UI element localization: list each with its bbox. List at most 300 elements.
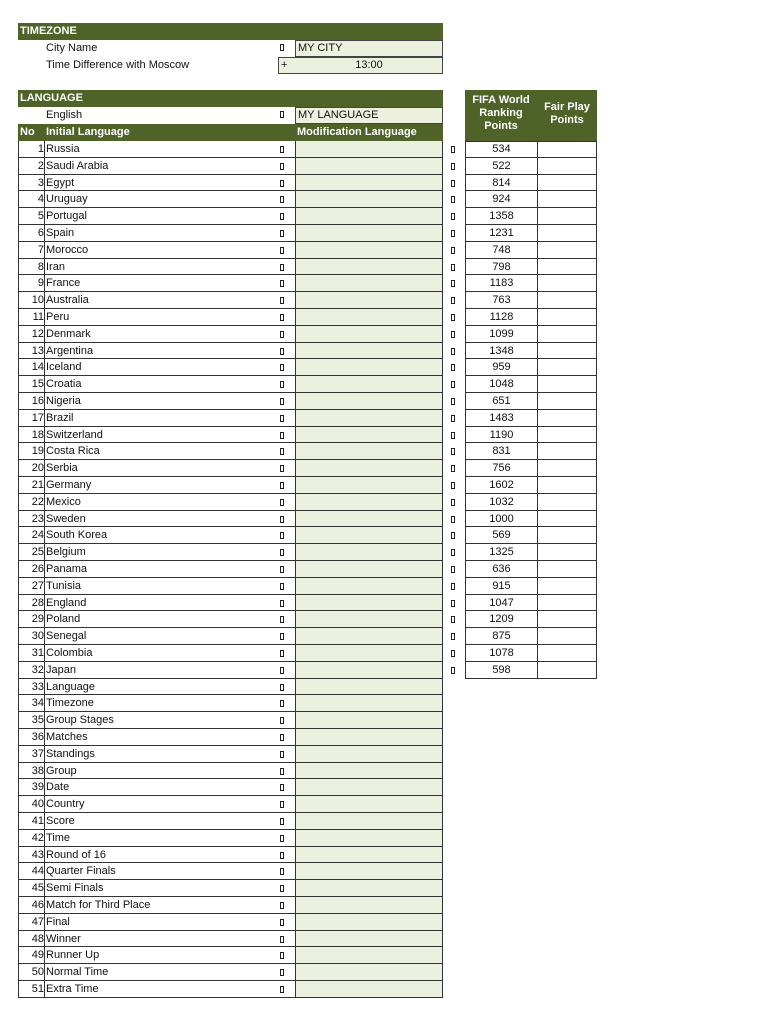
cell-marker-icon bbox=[280, 432, 284, 439]
cell-marker-icon bbox=[451, 633, 455, 640]
fair-play-points-cell[interactable] bbox=[538, 427, 596, 444]
modification-language-cell[interactable] bbox=[295, 880, 443, 897]
initial-language-cell: Russia bbox=[46, 143, 80, 155]
table-row bbox=[18, 779, 443, 796]
initial-language-cell: Serbia bbox=[46, 462, 78, 475]
cell-marker-icon bbox=[451, 381, 455, 388]
initial-language-cell: Costa Rica bbox=[46, 445, 100, 458]
modification-language-cell[interactable] bbox=[295, 662, 443, 679]
ranking-points-cell: 831 bbox=[492, 445, 511, 458]
cell-marker-icon bbox=[280, 969, 284, 976]
modification-language-cell[interactable] bbox=[295, 376, 443, 393]
ranking-points-cell: 569 bbox=[492, 529, 511, 542]
row-number: 51 bbox=[31, 983, 44, 995]
initial-language-cell: Panama bbox=[46, 563, 87, 575]
modification-language-cell[interactable] bbox=[295, 175, 443, 192]
fair-play-points-cell[interactable] bbox=[538, 175, 596, 192]
modification-language-cell[interactable] bbox=[295, 947, 443, 964]
table-row bbox=[18, 275, 443, 292]
cell-marker-icon bbox=[280, 902, 284, 909]
cell-marker-icon bbox=[280, 835, 284, 842]
time-difference-field[interactable] bbox=[278, 57, 443, 74]
modification-language-cell[interactable] bbox=[295, 259, 443, 276]
city-name-label: City Name bbox=[46, 42, 98, 54]
table-row bbox=[18, 712, 443, 729]
cell-marker-icon bbox=[280, 717, 284, 724]
ranking-points-cell: 1209 bbox=[489, 613, 514, 626]
fifa-row bbox=[465, 326, 597, 343]
table-row bbox=[18, 662, 443, 679]
column-divider bbox=[44, 141, 45, 998]
cell-marker-icon bbox=[280, 448, 284, 455]
fifa-row bbox=[465, 393, 597, 410]
fifa-row bbox=[465, 259, 597, 276]
initial-language-cell: Iran bbox=[46, 260, 65, 273]
modification-language-cell[interactable] bbox=[295, 964, 443, 981]
modification-language-cell[interactable] bbox=[295, 796, 443, 813]
modification-language-cell[interactable] bbox=[295, 981, 443, 998]
cell-marker-icon bbox=[280, 936, 284, 943]
row-number: 40 bbox=[31, 798, 44, 811]
cell-marker-icon bbox=[451, 583, 455, 590]
column-divider bbox=[295, 141, 296, 998]
initial-language-cell: Mexico bbox=[46, 495, 81, 508]
ranking-points-cell: 814 bbox=[492, 176, 511, 189]
row-number: 23 bbox=[31, 512, 44, 525]
fair-play-points-cell[interactable] bbox=[538, 410, 596, 427]
initial-language-cell: Date bbox=[46, 781, 70, 794]
row-number: 34 bbox=[31, 697, 44, 710]
fair-play-points-cell[interactable] bbox=[538, 494, 596, 511]
modification-language-cell[interactable] bbox=[295, 645, 443, 662]
row-number: 33 bbox=[31, 680, 44, 693]
fifa-row bbox=[465, 511, 597, 528]
row-number: 29 bbox=[31, 613, 44, 626]
initial-language-cell: Normal Time bbox=[46, 966, 109, 979]
table-row bbox=[18, 259, 443, 276]
row-number: 41 bbox=[31, 815, 44, 827]
fifa-row bbox=[465, 359, 597, 376]
initial-language-cell: Morocco bbox=[46, 243, 89, 256]
row-divider bbox=[465, 141, 597, 142]
fair-play-points-cell[interactable] bbox=[538, 578, 596, 595]
fifa-row bbox=[465, 477, 597, 494]
fair-play-points-cell[interactable] bbox=[538, 208, 596, 225]
row-number: 10 bbox=[31, 294, 44, 307]
cell-marker-icon bbox=[451, 549, 455, 556]
row-number: 22 bbox=[31, 495, 44, 508]
table-row bbox=[18, 578, 443, 595]
table-row bbox=[18, 208, 443, 225]
modification-language-cell[interactable] bbox=[295, 847, 443, 864]
table-row bbox=[18, 729, 443, 746]
modification-language-cell[interactable] bbox=[295, 813, 443, 830]
modification-language-cell[interactable] bbox=[295, 712, 443, 729]
fair-play-points-cell[interactable] bbox=[538, 158, 596, 175]
fair-play-points-cell[interactable] bbox=[538, 376, 596, 393]
row-number: 13 bbox=[31, 344, 44, 357]
cell-marker-icon bbox=[451, 163, 455, 170]
ranking-points-cell: 1099 bbox=[489, 327, 514, 340]
ranking-points-cell: 763 bbox=[492, 294, 511, 307]
cell-marker-icon bbox=[280, 146, 284, 153]
row-number: 14 bbox=[31, 361, 44, 374]
col-header-modification-language: Modification Language bbox=[297, 126, 417, 138]
modification-language-cell[interactable] bbox=[295, 779, 443, 796]
cell-marker-icon bbox=[451, 314, 455, 321]
cell-marker-icon bbox=[280, 768, 284, 775]
row-number: 50 bbox=[31, 966, 44, 979]
fifa-row bbox=[465, 225, 597, 242]
cell-marker-icon bbox=[451, 448, 455, 455]
modification-language-cell[interactable] bbox=[295, 595, 443, 612]
row-number: 3 bbox=[37, 176, 44, 189]
fair-play-points-cell[interactable] bbox=[538, 326, 596, 343]
initial-language-cell: Egypt bbox=[46, 176, 75, 189]
ranking-points-cell: 651 bbox=[492, 395, 511, 407]
modification-language-cell[interactable] bbox=[295, 746, 443, 763]
modification-language-cell[interactable] bbox=[295, 477, 443, 494]
modification-language-cell[interactable] bbox=[295, 561, 443, 578]
cell-marker-icon bbox=[280, 516, 284, 523]
fair-play-points-cell[interactable] bbox=[538, 343, 596, 360]
table-row bbox=[18, 628, 443, 645]
modification-language-cell[interactable] bbox=[295, 628, 443, 645]
modification-language-cell[interactable] bbox=[295, 679, 443, 696]
cell-marker-icon bbox=[280, 247, 284, 254]
column-divider bbox=[442, 141, 443, 998]
ranking-points-cell: 1183 bbox=[489, 277, 514, 290]
fair-play-points-cell[interactable] bbox=[538, 443, 596, 460]
fair-play-points-cell[interactable] bbox=[538, 628, 596, 645]
fair-play-points-cell[interactable] bbox=[538, 225, 596, 242]
fair-play-points-cell[interactable] bbox=[538, 477, 596, 494]
table-row bbox=[18, 914, 443, 931]
modification-language-cell[interactable] bbox=[295, 191, 443, 208]
modification-language-cell[interactable] bbox=[295, 326, 443, 343]
initial-language-cell: Colombia bbox=[46, 647, 93, 659]
table-row bbox=[18, 225, 443, 242]
language-table-header bbox=[18, 124, 443, 141]
cell-marker-icon bbox=[451, 364, 455, 371]
ranking-points-cell: 534 bbox=[492, 143, 511, 155]
current-language-field[interactable]: MY LANGUAGE bbox=[295, 107, 443, 124]
ranking-points-cell: 915 bbox=[492, 579, 511, 592]
cell-marker-icon bbox=[280, 751, 284, 758]
initial-language-cell: Winner bbox=[46, 932, 81, 945]
cell-marker-icon bbox=[451, 146, 455, 153]
time-difference-sign: + bbox=[281, 59, 288, 71]
cell-marker-icon bbox=[451, 482, 455, 489]
initial-language-cell: Croatia bbox=[46, 378, 82, 391]
modification-language-cell[interactable] bbox=[295, 695, 443, 712]
row-number: 38 bbox=[31, 764, 44, 777]
cell-marker-icon bbox=[280, 213, 284, 220]
row-number: 7 bbox=[37, 243, 44, 256]
initial-language-cell: Spain bbox=[46, 227, 75, 239]
fair-play-points-cell[interactable] bbox=[538, 662, 596, 679]
row-number: 49 bbox=[31, 949, 44, 962]
modification-language-cell[interactable] bbox=[295, 427, 443, 444]
ranking-points-cell: 1000 bbox=[489, 512, 514, 525]
cell-marker-icon bbox=[451, 616, 455, 623]
row-number: 28 bbox=[31, 596, 44, 609]
table-row bbox=[18, 863, 443, 880]
modification-language-cell[interactable] bbox=[295, 544, 443, 561]
modification-language-cell[interactable] bbox=[295, 242, 443, 259]
modification-language-cell[interactable] bbox=[295, 292, 443, 309]
table-row bbox=[18, 695, 443, 712]
ranking-points-cell: 1190 bbox=[489, 428, 514, 441]
initial-language-cell: Peru bbox=[46, 311, 70, 323]
cell-marker-icon bbox=[280, 331, 284, 338]
fifa-row bbox=[465, 460, 597, 477]
modification-language-cell[interactable] bbox=[295, 359, 443, 376]
cell-marker-icon bbox=[280, 364, 284, 371]
cell-marker-icon bbox=[280, 180, 284, 187]
table-row bbox=[18, 847, 443, 864]
ranking-points-cell: 875 bbox=[492, 630, 511, 643]
cell-marker-icon bbox=[280, 163, 284, 170]
fair-play-points-cell[interactable] bbox=[538, 544, 596, 561]
modification-language-cell[interactable] bbox=[295, 343, 443, 360]
row-number: 18 bbox=[31, 428, 44, 441]
row-number: 2 bbox=[37, 159, 44, 172]
table-row bbox=[18, 763, 443, 780]
table-row bbox=[18, 242, 443, 259]
col-header-ranking-points: FIFA World Ranking Points bbox=[472, 94, 530, 132]
fair-play-points-cell[interactable] bbox=[538, 259, 596, 276]
fair-play-points-cell[interactable] bbox=[538, 393, 596, 410]
fair-play-points-cell[interactable] bbox=[538, 292, 596, 309]
fair-play-points-cell[interactable] bbox=[538, 561, 596, 578]
modification-language-cell[interactable] bbox=[295, 527, 443, 544]
fifa-row bbox=[465, 662, 597, 679]
modification-language-cell[interactable] bbox=[295, 578, 443, 595]
table-row bbox=[18, 191, 443, 208]
row-number: 43 bbox=[31, 848, 44, 861]
initial-language-cell: Brazil bbox=[46, 411, 74, 424]
fair-play-points-cell[interactable] bbox=[538, 242, 596, 259]
initial-language-cell: Group Stages bbox=[46, 714, 114, 727]
modification-language-cell[interactable] bbox=[295, 225, 443, 242]
table-row bbox=[18, 931, 443, 948]
fair-play-points-cell[interactable] bbox=[538, 309, 596, 326]
initial-language-cell: Argentina bbox=[46, 344, 94, 357]
row-number: 12 bbox=[31, 327, 44, 340]
initial-language-cell: Quarter Finals bbox=[46, 865, 116, 878]
table-row bbox=[18, 796, 443, 813]
row-number: 32 bbox=[31, 663, 44, 676]
table-row bbox=[18, 813, 443, 830]
row-number: 35 bbox=[31, 714, 44, 727]
initial-language-cell: Group bbox=[46, 764, 77, 777]
fifa-row bbox=[465, 611, 597, 628]
modification-language-cell[interactable] bbox=[295, 275, 443, 292]
cell-marker-icon bbox=[451, 465, 455, 472]
cell-marker-icon bbox=[280, 280, 284, 287]
fifa-row bbox=[465, 645, 597, 662]
ranking-points-cell: 1047 bbox=[489, 596, 514, 609]
table-row bbox=[18, 410, 443, 427]
row-number: 20 bbox=[31, 462, 44, 475]
cell-marker-icon bbox=[280, 196, 284, 203]
fifa-row bbox=[465, 494, 597, 511]
row-number: 39 bbox=[31, 781, 44, 794]
modification-language-cell[interactable] bbox=[295, 460, 443, 477]
fair-play-points-cell[interactable] bbox=[538, 191, 596, 208]
ranking-points-cell: 959 bbox=[492, 361, 511, 374]
fifa-row bbox=[465, 141, 597, 158]
row-number: 4 bbox=[37, 193, 44, 206]
modification-language-cell[interactable] bbox=[295, 158, 443, 175]
initial-language-cell: Standings bbox=[46, 747, 95, 760]
row-number: 31 bbox=[31, 647, 44, 659]
cell-marker-icon bbox=[451, 650, 455, 657]
row-number: 16 bbox=[31, 395, 44, 407]
table-row bbox=[18, 897, 443, 914]
cell-marker-icon bbox=[280, 868, 284, 875]
cell-marker-icon bbox=[451, 196, 455, 203]
cell-marker-icon bbox=[280, 952, 284, 959]
cell-marker-icon bbox=[280, 700, 284, 707]
row-number: 8 bbox=[37, 260, 44, 273]
cell-marker-icon bbox=[280, 230, 284, 237]
cell-marker-icon bbox=[451, 247, 455, 254]
fair-play-points-cell[interactable] bbox=[538, 460, 596, 477]
initial-language-cell: Round of 16 bbox=[46, 848, 106, 861]
cell-marker-icon bbox=[280, 44, 284, 51]
row-number: 47 bbox=[31, 915, 44, 928]
ranking-points-cell: 1231 bbox=[489, 227, 514, 239]
fair-play-points-cell[interactable] bbox=[538, 275, 596, 292]
cell-marker-icon bbox=[280, 885, 284, 892]
initial-language-cell: Extra Time bbox=[46, 983, 99, 995]
table-row bbox=[18, 511, 443, 528]
cell-marker-icon bbox=[280, 616, 284, 623]
initial-language-cell: France bbox=[46, 277, 81, 290]
table-row bbox=[18, 393, 443, 410]
table-row bbox=[18, 477, 443, 494]
cell-marker-icon bbox=[451, 348, 455, 355]
modification-language-cell[interactable] bbox=[295, 309, 443, 326]
modification-language-cell[interactable] bbox=[295, 393, 443, 410]
table-row bbox=[18, 544, 443, 561]
row-number: 21 bbox=[31, 479, 44, 491]
row-number: 30 bbox=[31, 630, 44, 643]
modification-language-cell[interactable] bbox=[295, 863, 443, 880]
row-divider bbox=[18, 997, 443, 998]
cell-marker-icon bbox=[280, 264, 284, 271]
modification-language-cell[interactable] bbox=[295, 611, 443, 628]
fifa-row bbox=[465, 191, 597, 208]
fair-play-points-cell[interactable] bbox=[538, 527, 596, 544]
fair-play-points-cell[interactable] bbox=[538, 359, 596, 376]
cell-marker-icon bbox=[451, 297, 455, 304]
col-header-fair-play-points: Fair Play Points bbox=[544, 101, 590, 126]
ranking-points-cell: 1602 bbox=[489, 479, 514, 491]
fifa-row bbox=[465, 427, 597, 444]
table-row bbox=[18, 158, 443, 175]
table-row bbox=[18, 611, 443, 628]
cell-marker-icon bbox=[451, 499, 455, 506]
fifa-row bbox=[465, 578, 597, 595]
cell-marker-icon bbox=[280, 532, 284, 539]
cell-marker-icon bbox=[280, 549, 284, 556]
cell-marker-icon bbox=[280, 650, 284, 657]
col-header-initial-language: Initial Language bbox=[46, 126, 130, 138]
cell-marker-icon bbox=[280, 986, 284, 993]
cell-marker-icon bbox=[451, 566, 455, 573]
fair-play-points-cell[interactable] bbox=[538, 611, 596, 628]
fifa-row bbox=[465, 158, 597, 175]
row-number: 5 bbox=[37, 210, 44, 223]
initial-language-cell: Senegal bbox=[46, 630, 87, 643]
fair-play-points-cell[interactable] bbox=[538, 645, 596, 662]
modification-language-cell[interactable] bbox=[295, 494, 443, 511]
cell-marker-icon bbox=[451, 180, 455, 187]
modification-language-cell[interactable] bbox=[295, 511, 443, 528]
initial-language-cell: Matches bbox=[46, 731, 88, 743]
cell-marker-icon bbox=[280, 499, 284, 506]
fair-play-points-cell[interactable] bbox=[538, 595, 596, 612]
table-row bbox=[18, 343, 443, 360]
row-number: 1 bbox=[37, 143, 44, 155]
city-name-field[interactable]: MY CITY bbox=[295, 40, 443, 57]
column-divider bbox=[18, 141, 19, 998]
row-number: 17 bbox=[31, 411, 44, 424]
row-number: 44 bbox=[31, 865, 44, 878]
cell-marker-icon bbox=[280, 600, 284, 607]
modification-language-cell[interactable] bbox=[295, 410, 443, 427]
fifa-row bbox=[465, 175, 597, 192]
fifa-row bbox=[465, 275, 597, 292]
row-number: 6 bbox=[37, 227, 44, 239]
modification-language-cell[interactable] bbox=[295, 931, 443, 948]
cell-marker-icon bbox=[280, 583, 284, 590]
cell-marker-icon bbox=[280, 801, 284, 808]
fifa-row bbox=[465, 527, 597, 544]
cell-marker-icon bbox=[280, 415, 284, 422]
cell-marker-icon bbox=[451, 415, 455, 422]
modification-language-cell[interactable] bbox=[295, 208, 443, 225]
fifa-row bbox=[465, 292, 597, 309]
cell-marker-icon bbox=[451, 667, 455, 674]
time-difference-value: 13:00 bbox=[355, 59, 383, 71]
fair-play-points-cell[interactable] bbox=[538, 141, 596, 158]
table-row bbox=[18, 679, 443, 696]
initial-language-cell: Nigeria bbox=[46, 395, 81, 407]
language-header-label: LANGUAGE bbox=[20, 92, 83, 104]
fair-play-points-cell[interactable] bbox=[538, 511, 596, 528]
modification-language-cell[interactable] bbox=[295, 897, 443, 914]
initial-language-cell: Switzerland bbox=[46, 428, 103, 441]
modification-language-cell[interactable] bbox=[295, 914, 443, 931]
timezone-header bbox=[18, 23, 443, 40]
modification-language-cell[interactable] bbox=[295, 729, 443, 746]
modification-language-cell[interactable] bbox=[295, 443, 443, 460]
initial-language-cell: Language bbox=[46, 680, 95, 693]
modification-language-cell[interactable] bbox=[295, 830, 443, 847]
modification-language-cell[interactable] bbox=[295, 763, 443, 780]
modification-language-cell[interactable] bbox=[295, 141, 443, 158]
fifa-row bbox=[465, 410, 597, 427]
ranking-points-cell: 1048 bbox=[489, 378, 514, 391]
initial-language-cell: Uruguay bbox=[46, 193, 88, 206]
initial-language-cell: Tunisia bbox=[46, 579, 82, 592]
cell-marker-icon bbox=[451, 331, 455, 338]
row-number: 9 bbox=[37, 277, 44, 290]
